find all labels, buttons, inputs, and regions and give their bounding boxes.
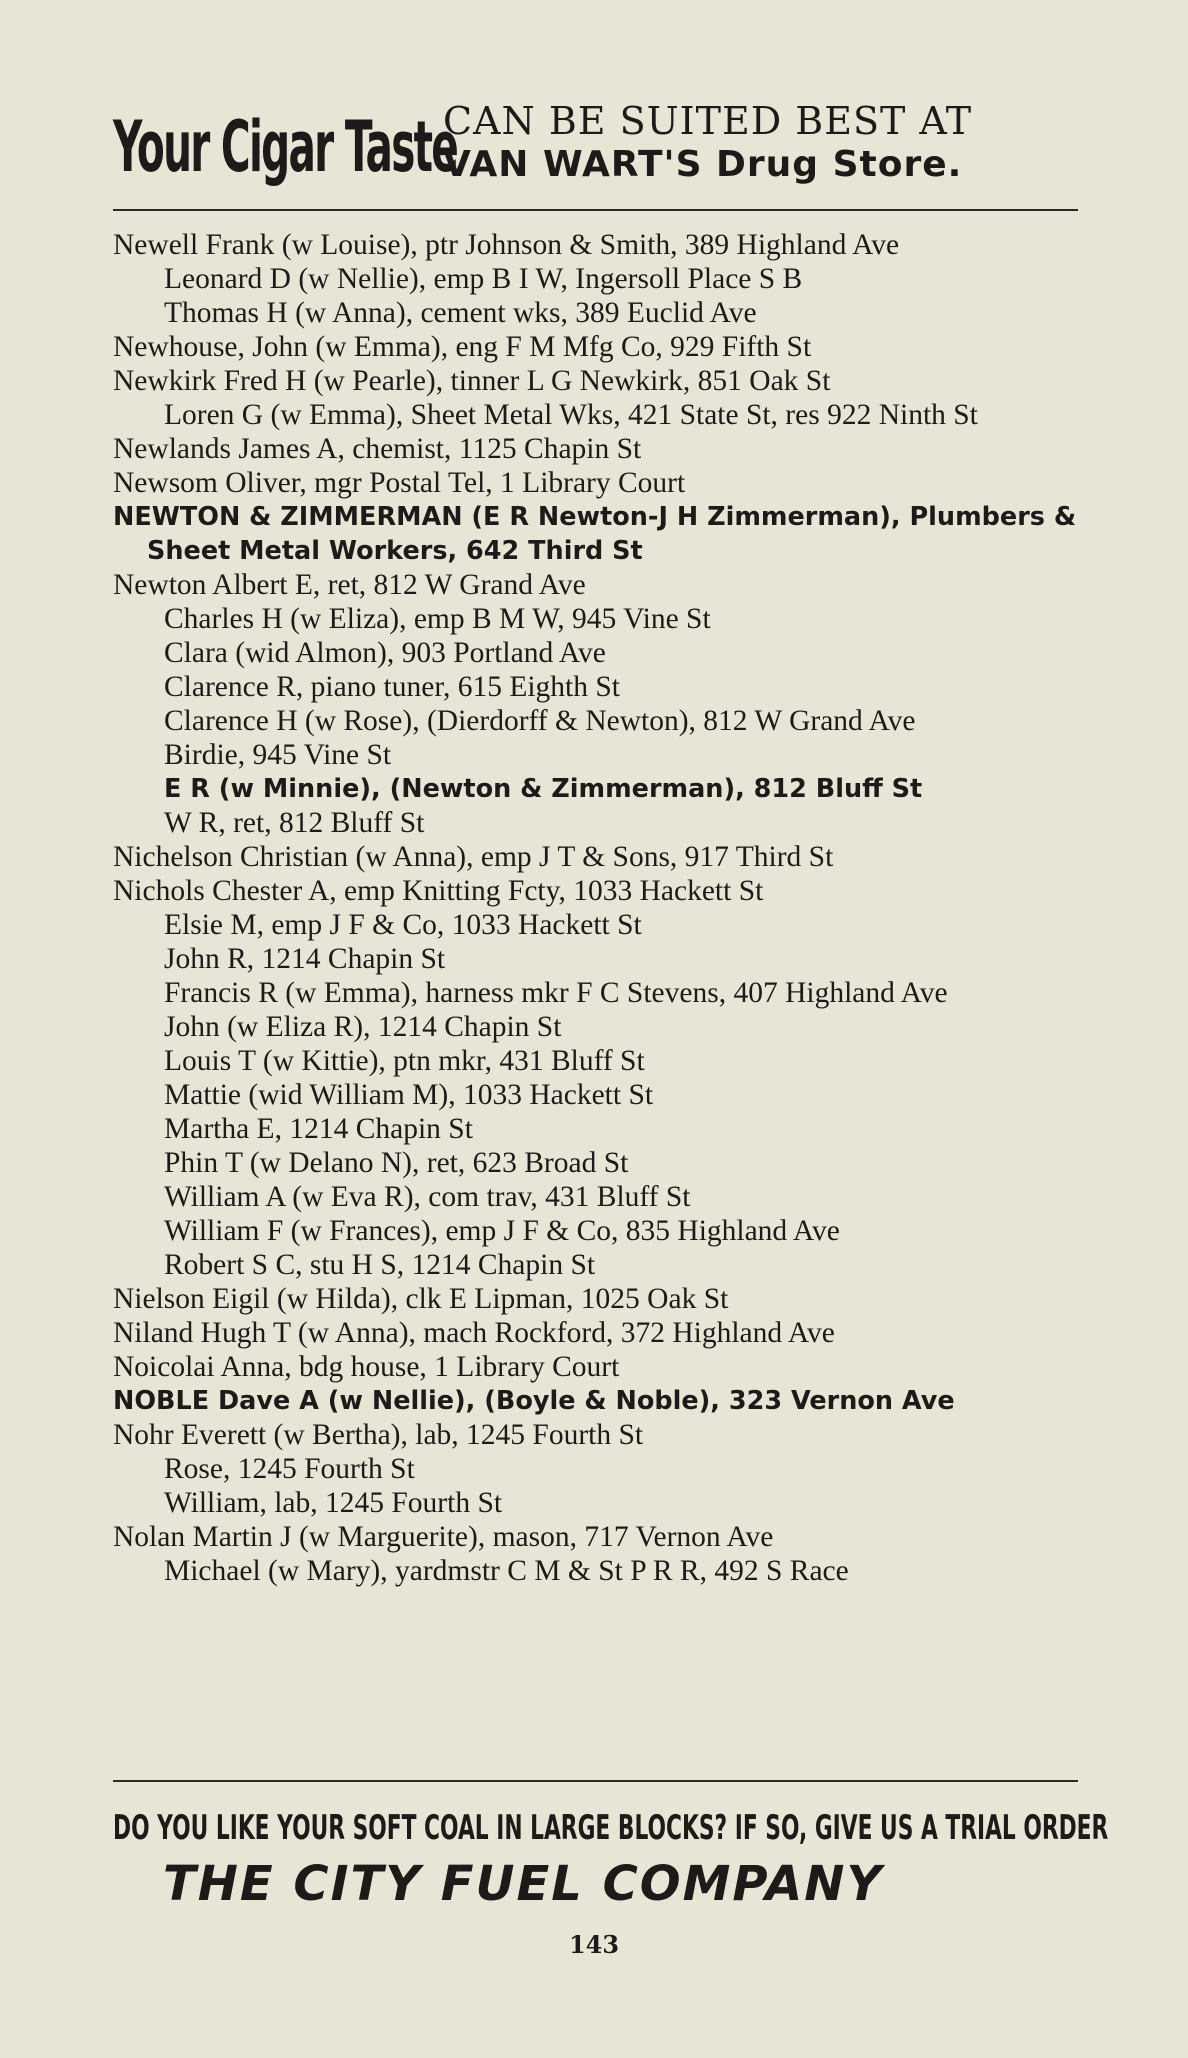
directory-entry: Francis R (w Emma), harness mkr F C Stevens, 407 Highland Ave [164, 977, 948, 1009]
directory-listing [113, 228, 1078, 1588]
directory-entry: Martha E, 1214 Chapin St [164, 1113, 473, 1145]
cigar-advertisement [113, 95, 1078, 200]
directory-entry: John (w Eliza R), 1214 Chapin St [164, 1011, 562, 1043]
directory-entry: William F (w Frances), emp J F & Co, 835 Highland Ave [164, 1215, 840, 1247]
directory-entry: NOBLE Dave A (w Nellie), (Boyle & Noble), 323 Vernon Ave [113, 1386, 955, 1416]
directory-entry: Noicolai Anna, bdg house, 1 Library Court [113, 1351, 620, 1383]
directory-entry: William A (w Eva R), com trav, 431 Bluff St [164, 1181, 691, 1213]
directory-entry: E R (w Minnie), (Newton & Zimmerman), 812 Bluff St [164, 774, 923, 804]
directory-entry: Niland Hugh T (w Anna), mach Rockford, 372 Highland Ave [113, 1317, 835, 1349]
directory-entry: Loren G (w Emma), Sheet Metal Wks, 421 State St, res 922 Ninth St [164, 399, 978, 431]
directory-entry: Newlands James A, chemist, 1125 Chapin St [113, 433, 642, 465]
directory-entry: Nichelson Christian (w Anna), emp J T & Sons, 917 Third St [113, 841, 834, 873]
directory-entry: Clarence H (w Rose), (Dierdorff & Newton), 812 W Grand Ave [164, 705, 916, 737]
directory-entry: Newsom Oliver, mgr Postal Tel, 1 Library Court [113, 467, 686, 499]
directory-entry: Thomas H (w Anna), cement wks, 389 Euclid Ave [164, 297, 757, 329]
directory-entry: Birdie, 945 Vine St [164, 739, 392, 771]
directory-entry: Phin T (w Delano N), ret, 623 Broad St [164, 1147, 629, 1179]
directory-entry: Clarence R, piano tuner, 615 Eighth St [164, 671, 620, 703]
directory-entry: Nohr Everett (w Bertha), lab, 1245 Fourth St [113, 1419, 644, 1451]
directory-entry: Charles H (w Eliza), emp B M W, 945 Vine St [164, 603, 711, 635]
directory-entry: Rose, 1245 Fourth St [164, 1453, 415, 1485]
directory-entry: Leonard D (w Nellie), emp B I W, Ingersoll Place S B [164, 263, 803, 295]
ad-tagline: CAN BE SUITED BEST AT [443, 99, 973, 143]
directory-entry: Louis T (w Kittie), ptn mkr, 431 Bluff St [164, 1045, 645, 1077]
ad-headline: Your Cigar Taste [113, 106, 458, 188]
directory-entry: Newell Frank (w Louise), ptr Johnson & Smith, 389 Highland Ave [113, 229, 900, 261]
directory-entry: Nielson Eigil (w Hilda), clk E Lipman, 1025 Oak St [113, 1283, 729, 1315]
directory-entry: Clara (wid Almon), 903 Portland Ave [164, 637, 606, 669]
header-divider [113, 209, 1078, 211]
page-number: 143 [568, 1930, 620, 1959]
directory-entry: John R, 1214 Chapin St [164, 943, 446, 975]
directory-entry: Newkirk Fred H (w Pearle), tinner L G Newkirk, 851 Oak St [113, 365, 831, 397]
coal-advertisement [113, 1806, 1109, 1912]
ad-store-name: VAN WART'S Drug Store. [443, 144, 963, 185]
directory-entry: Nichols Chester A, emp Knitting Fcty, 1033 Hackett St [113, 875, 764, 907]
directory-entry: W R, ret, 812 Bluff St [164, 807, 425, 839]
directory-entry: NEWTON & ZIMMERMAN (E R Newton-J H Zimmerman), Plumbers & Sheet Metal Workers, 642 Third St [113, 502, 1077, 566]
directory-entry: Newhouse, John (w Emma), eng F M Mfg Co, 929 Fifth St [113, 331, 812, 363]
footer-divider [113, 1780, 1078, 1782]
directory-entry: Elsie M, emp J F & Co, 1033 Hackett St [164, 909, 642, 941]
directory-entry: Nolan Martin J (w Marguerite), mason, 717 Vernon Ave [113, 1521, 774, 1553]
directory-entry: Michael (w Mary), yardmstr C M & St P R R, 492 S Race [164, 1555, 849, 1587]
ad-question: DO YOU LIKE YOUR SOFT COAL IN LARGE BLOCKS? IF SO, GIVE US A TRIAL ORDER [113, 1808, 1109, 1848]
directory-entry: Mattie (wid William M), 1033 Hackett St [164, 1079, 654, 1111]
directory-entry: Robert S C, stu H S, 1214 Chapin St [164, 1249, 596, 1281]
directory-entry: Newton Albert E, ret, 812 W Grand Ave [113, 569, 586, 601]
ad-company-name: THE CITY FUEL COMPANY [163, 1856, 884, 1912]
directory-entry: William, lab, 1245 Fourth St [164, 1487, 503, 1519]
